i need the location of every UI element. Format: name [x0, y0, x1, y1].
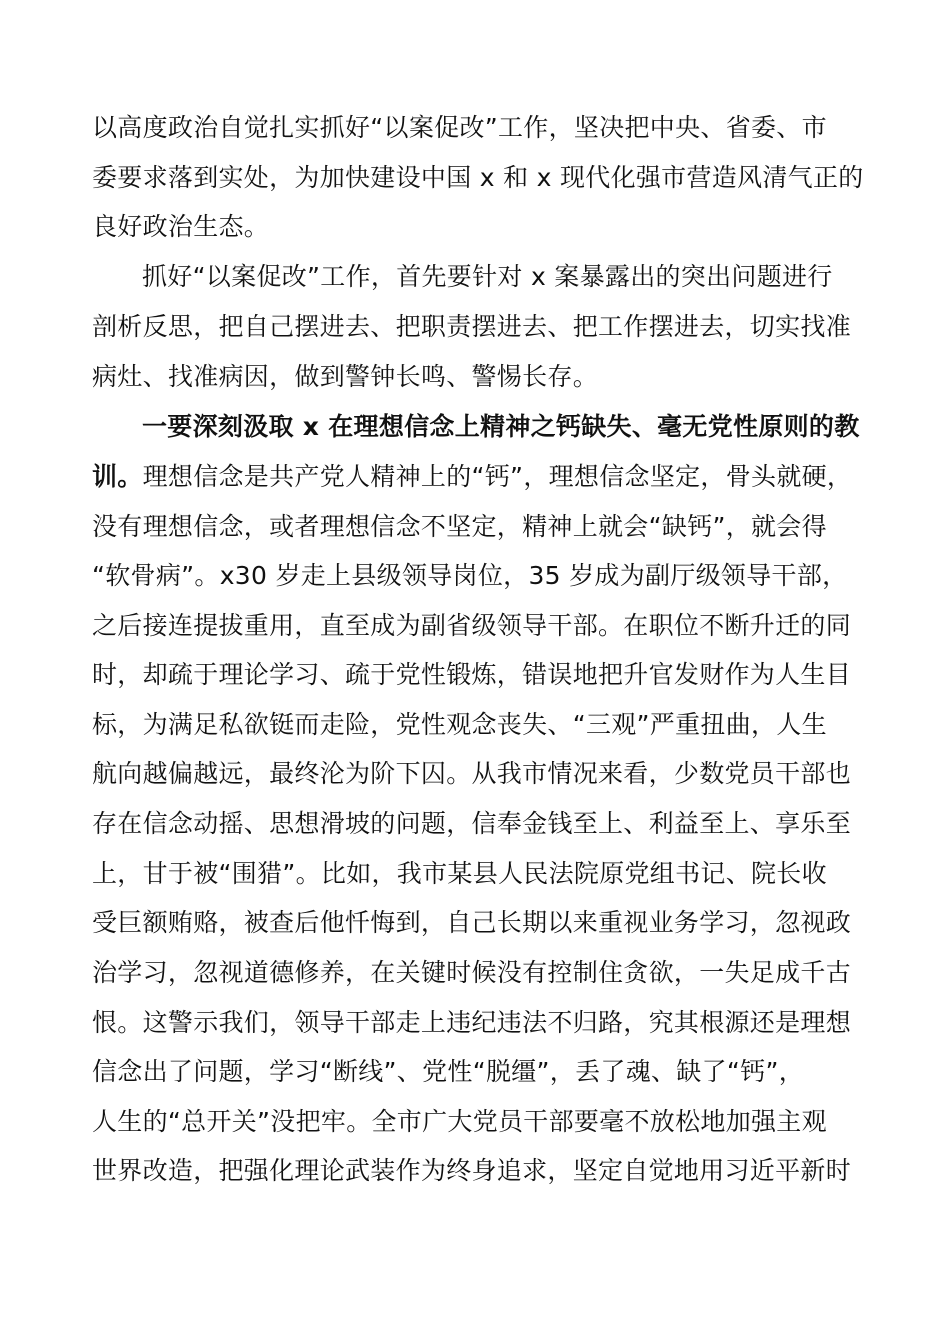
text-line: 航向越偏越远，最终沦为阶下囚。从我市情况来看，少数党员干部也: [92, 759, 852, 788]
text-line: 委要求落到实处，为加快建设中国 x 和 x 现代化强市营造风清气正的: [92, 163, 864, 192]
text-line: 时，却疏于理论学习、疏于党性锻炼，错误地把升官发财作为人生目: [92, 660, 852, 689]
text-line: 人生的“总开关”没把牢。全市广大党员干部要毫不放松地加强主观: [92, 1107, 827, 1136]
section-heading: 一要深刻汲取 x 在理想信念上精神之钙缺失、毫无党性原则的教: [142, 412, 860, 441]
text-line: 世界改造，把强化理论武装作为终身追求，坚定自觉地用习近平新时: [92, 1156, 852, 1185]
section-heading-end: 训。: [92, 462, 143, 491]
text-line: 信念出了问题，学习“断线”、党性“脱缰”，丢了魂、缺了“钙”，: [92, 1057, 805, 1086]
text-line: 治学习，忽视道德修养，在关键时候没有控制住贪欲，一失足成千古: [92, 958, 852, 987]
text-line: “软骨病”。x30 岁走上县级领导岗位，35 岁成为副厅级领导干部，: [92, 561, 848, 590]
text-span: 理想信念是共产党人精神上的“钙”，理想信念坚定，骨头就硬，: [142, 462, 853, 491]
text-line: 剖析反思，把自己摆进去、把职责摆进去、把工作摆进去，切实找准: [92, 312, 852, 341]
text-line: 之后接连提拔重用，直至成为副省级领导干部。在职位不断升迁的同: [92, 611, 852, 640]
text-line: 受巨额贿赂，被查后他忏悔到，自己长期以来重视业务学习，忽视政: [92, 908, 852, 937]
text-line: 标，为满足私欲铤而走险，党性观念丧失、“三观”严重扭曲，人生: [92, 710, 827, 739]
text-line: 上，甘于被“围猎”。比如，我市某县人民法院原党组书记、院长收: [92, 859, 827, 888]
text-line: 以高度政治自觉扎实抓好“以案促改”工作，坚决把中央、省委、市: [92, 113, 827, 142]
text-line: [92, 462, 872, 492]
text-line: 病灶、找准病因，做到警钟长鸣、警惕长存。: [92, 362, 599, 391]
text-line: 恨。这警示我们，领导干部走上违纪违法不归路，究其根源还是理想: [92, 1008, 852, 1037]
text-line: 良好政治生态。: [92, 212, 270, 241]
text-line: 抓好“以案促改”工作，首先要针对 x 案暴露出的突出问题进行: [142, 262, 833, 291]
text-line: 没有理想信念，或者理想信念不坚定，精神上就会“缺钙”，就会得: [92, 512, 827, 541]
text-line: 存在信念动摇、思想滑坡的问题，信奉金钱至上、利益至上、享乐至: [92, 809, 852, 838]
